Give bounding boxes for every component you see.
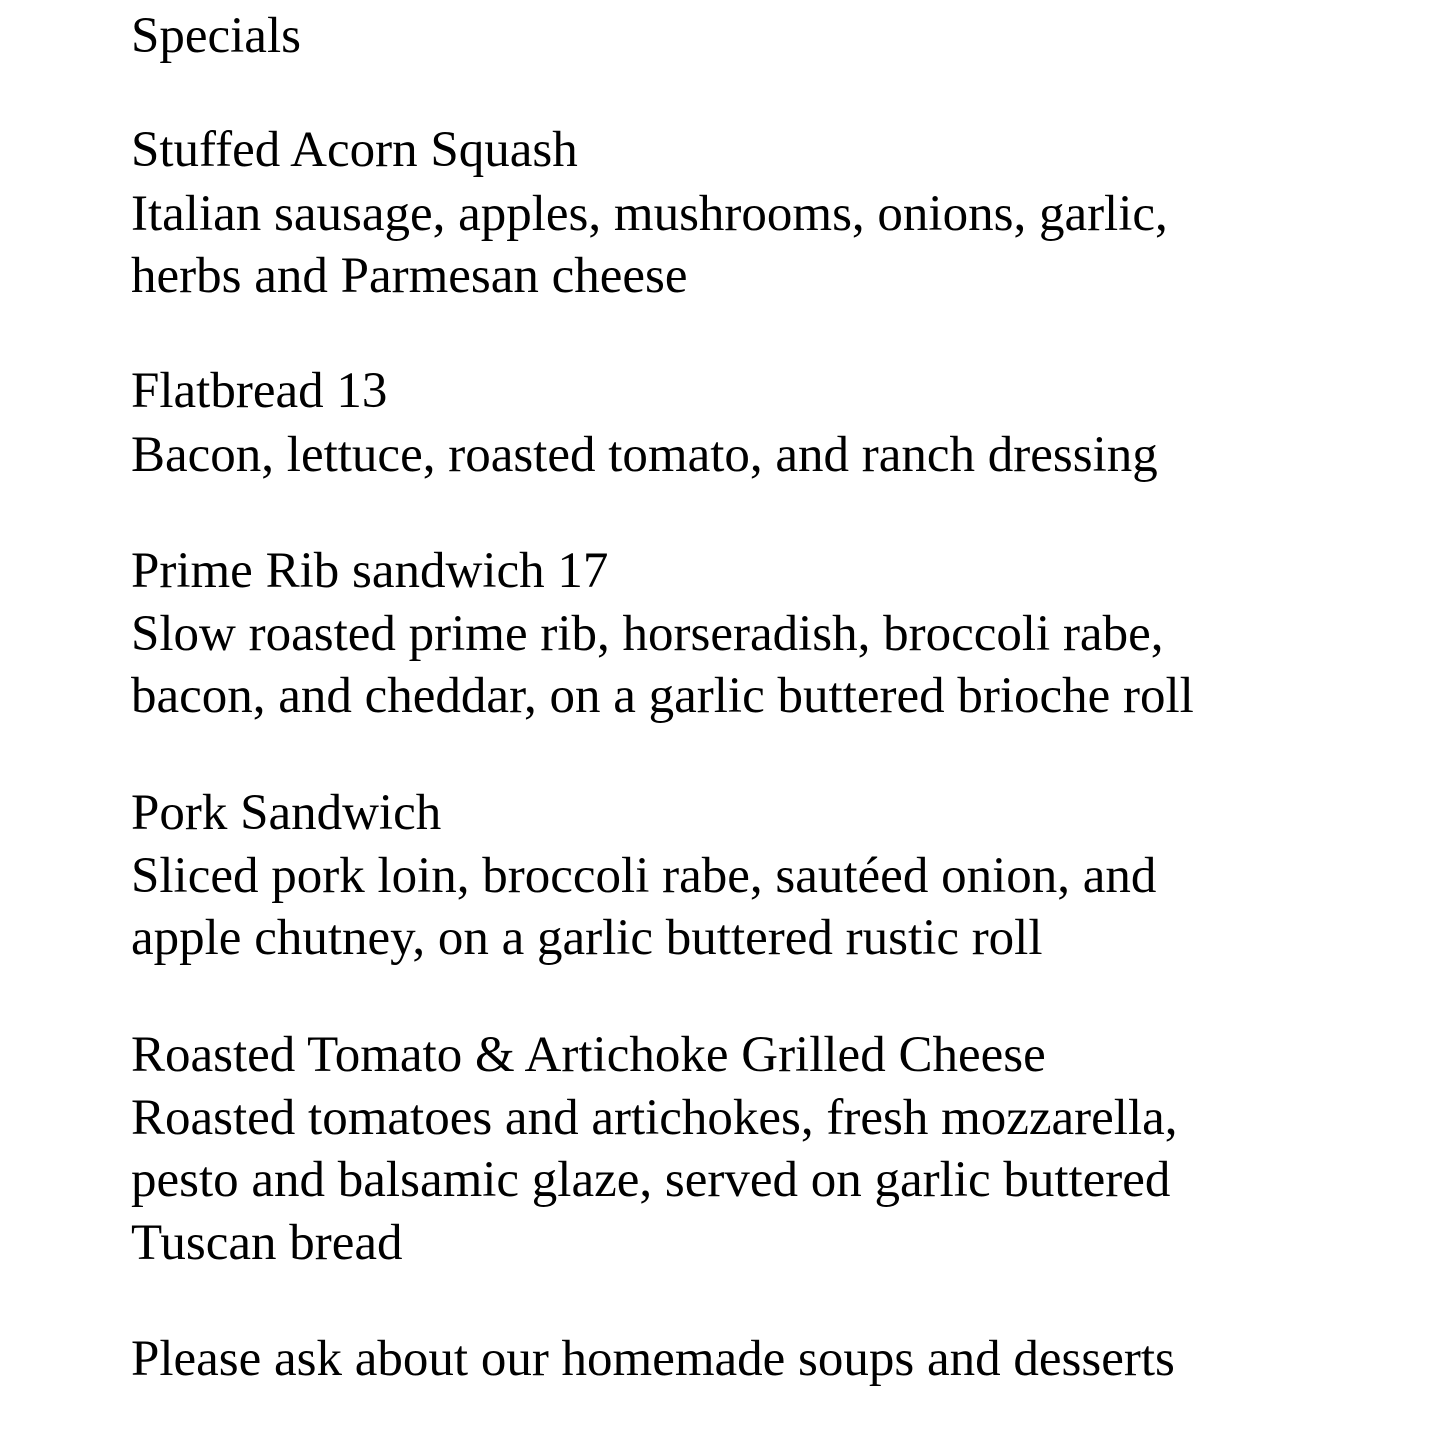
page-title: Specials (131, 8, 301, 64)
item-description-line: Slow roasted prime rib, horseradish, broccoli rabe, (131, 606, 1164, 662)
item-name: Prime Rib sandwich 17 (131, 543, 609, 599)
item-description-line: herbs and Parmesan cheese (131, 248, 688, 304)
item-description-line: Roasted tomatoes and artichokes, fresh mozzarella, (131, 1090, 1178, 1146)
item-description-line: Tuscan bread (131, 1215, 403, 1271)
item-description-line: bacon, and cheddar, on a garlic buttered brioche roll (131, 668, 1194, 724)
item-name: Pork Sandwich (131, 785, 442, 841)
item-name: Flatbread 13 (131, 363, 388, 419)
item-description-line: Italian sausage, apples, mushrooms, onions, garlic, (131, 186, 1168, 242)
footer-note: Please ask about our homemade soups and desserts (131, 1331, 1175, 1387)
item-description-line: Bacon, lettuce, roasted tomato, and ranch dressing (131, 427, 1158, 483)
item-name: Roasted Tomato & Artichoke Grilled Cheese (131, 1027, 1046, 1083)
item-description-line: Sliced pork loin, broccoli rabe, sautéed onion, and (131, 848, 1157, 904)
item-description-line: pesto and balsamic glaze, served on garlic buttered (131, 1152, 1171, 1208)
item-description-line: apple chutney, on a garlic buttered rustic roll (131, 910, 1043, 966)
item-name: Stuffed Acorn Squash (131, 122, 578, 178)
